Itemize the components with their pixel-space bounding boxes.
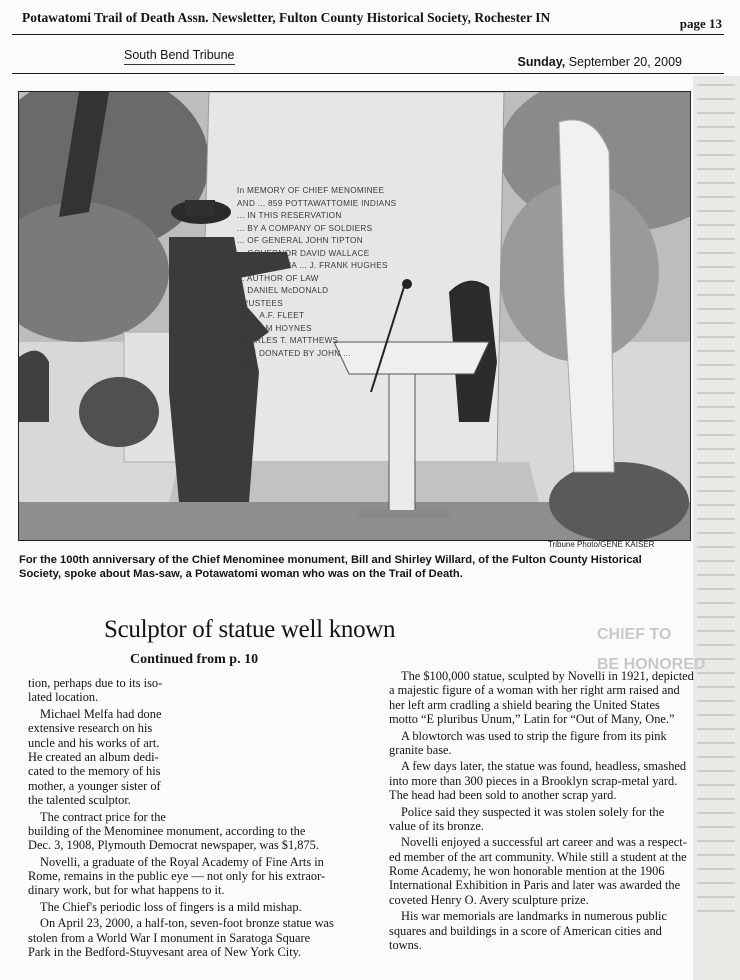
article-paragraph [28, 855, 360, 898]
bleed-line [697, 434, 735, 436]
article-paragraph [389, 759, 733, 802]
bleed-line [697, 308, 735, 310]
inscription-line: 1909 [237, 361, 257, 370]
article-paragraph [389, 835, 733, 907]
bleed-line [697, 182, 735, 184]
article-line: granite base. [389, 742, 452, 757]
article-line: into more than 300 pieces in a Brooklyn scrap-metal yard. [389, 773, 678, 788]
article-column-right [389, 669, 733, 952]
inscription-line: COL. A.F. FLEET [237, 311, 305, 320]
bleed-line [697, 294, 735, 296]
photo-caption: For the 100th anniversary of the Chief Menominee monument, Bill and Shirley Willard, of the Fulton County Historical Society, spoke about Mas-saw, a Potawatomi woman who was on the Trail of Death. [19, 554, 642, 580]
bleed-line [697, 168, 735, 170]
newsletter-title: Potawatomi Trail of Death Assn. Newsletter, Fulton County Historical Society, Rochester IN [22, 10, 551, 25]
inscription-line: ... DANIEL McDONALD [237, 286, 329, 295]
bleed-line [697, 420, 735, 422]
bleed-line [697, 280, 735, 282]
bleed-line [697, 602, 735, 604]
bleed-line [697, 140, 735, 142]
article-paragraph [28, 810, 360, 853]
inscription-line: ... OF INDIANA ... J. FRANK HUGHES [237, 261, 388, 270]
article-line: coveted Henry O. Avery sculpture prize. [389, 892, 589, 907]
bleed-line [697, 574, 735, 576]
bleed-line [697, 126, 735, 128]
article-paragraph [28, 916, 360, 959]
bleed-line [697, 266, 735, 268]
bleed-line [697, 448, 735, 450]
article-line: He created an album dedi- [28, 749, 159, 764]
photo-credit: Tribune Photo/GENE KAISER [548, 540, 655, 549]
bleed-line [697, 336, 735, 338]
bleed-line [697, 490, 735, 492]
inscription-line: ... BY A COMPANY OF SOLDIERS [237, 223, 373, 233]
article-headline: Sculptor of statue well known [104, 616, 396, 643]
bleed-line [697, 588, 735, 590]
bleed-line [697, 112, 735, 114]
bleed-line [697, 476, 735, 478]
bleed-line [697, 504, 735, 506]
article-line: uncle and his works of art. [28, 735, 160, 750]
bleed-line [697, 322, 735, 324]
bleed-line [697, 616, 735, 618]
newspaper-date [518, 55, 682, 69]
bleed-line [697, 532, 735, 534]
rule-top [12, 34, 724, 35]
bleed-line [697, 546, 735, 548]
article-line: On April 23, 2000, a half-ton, seven-foot bronze statue was [40, 916, 334, 931]
bleed-line [697, 462, 735, 464]
article-line: His war memorials are landmarks in numerous public [401, 909, 667, 924]
article-column-left [28, 676, 360, 959]
article-line: A few days later, the statue was found, headless, smashed [401, 759, 687, 774]
monument-photo [18, 91, 691, 541]
adjacent-headline-line: CHIEF TO [597, 626, 672, 643]
inscription-line: ... AUTHOR OF LAW [237, 273, 319, 283]
date-day: Sunday, [517, 55, 566, 69]
bleed-line [697, 238, 735, 240]
article-paragraph [28, 707, 360, 808]
inscription-line: ... IN THIS RESERVATION [237, 211, 342, 220]
article-line: dinary work, but for what happens to it. [28, 883, 225, 898]
rule-masthead [12, 73, 724, 74]
bleed-line [697, 560, 735, 562]
bleed-line [697, 224, 735, 226]
article-line: The $100,000 statue, sculpted by Novelli in 1921, depicted [401, 669, 694, 683]
article-line: stolen from a World War I monument in Saratoga Square [28, 930, 311, 945]
article-line: building of the Menominee monument, according to the [28, 823, 306, 838]
article-line: cated to the memory of his [28, 764, 161, 779]
article-paragraph [389, 729, 733, 758]
inscription-line: WILLIAM HOYNES [237, 323, 312, 333]
article-line: The head had been sold to another scrap yard. [389, 788, 617, 803]
article-line: her left arm cradling a shield bearing the United States [389, 697, 660, 712]
article-line: The Chief's periodic loss of fingers is a mild mishap. [40, 899, 302, 914]
inscription-line: In MEMORY OF CHIEF MENOMINEE [237, 186, 385, 195]
bleed-line [697, 210, 735, 212]
inscription-line: ... GOVERNOR DAVID WALLACE [237, 248, 370, 258]
inscription-line: AND ... 859 POTTAWATTOMIE INDIANS [237, 198, 397, 208]
inscription-line: ... OF GENERAL JOHN TIPTON [237, 236, 363, 245]
article-line: towns. [389, 938, 422, 953]
article-line: value of its bronze. [389, 818, 484, 833]
article-line: Michael Melfa had done [40, 706, 162, 721]
article-line: Dec. 3, 1908, Plymouth Democrat newspaper, was $1,875. [28, 838, 319, 853]
newspaper-name: South Bend Tribune [124, 48, 235, 65]
bleed-line [697, 84, 735, 86]
article-paragraph [28, 676, 360, 705]
article-line: lated location. [28, 690, 99, 705]
bleed-line [697, 196, 735, 198]
article-line: Park in the Bedford-Stuyvesant area of New York City. [28, 945, 302, 960]
article-line: Rome Academy, he won honorable mention at the 1906 [389, 864, 665, 879]
article-line: ed member of the art community. While still a student at the [389, 849, 687, 864]
bleed-line [697, 378, 735, 380]
monument-inscription [237, 185, 467, 373]
article-line: The contract price for the [40, 809, 166, 824]
date-rest: September 20, 2009 [568, 55, 682, 69]
bleed-line [697, 518, 735, 520]
bleed-line [697, 252, 735, 254]
article-line: A blowtorch was used to strip the figure from its pink [401, 728, 667, 743]
article-paragraph [389, 669, 733, 727]
page-number: page 13 [679, 16, 722, 31]
continued-from: Continued from p. 10 [130, 652, 259, 667]
inscription-line: CHARLES T. MATTHEWS [237, 336, 339, 345]
article-line: Police said they suspected it was stolen solely for the [401, 804, 665, 819]
inscription-line: TRUSTEES [237, 298, 284, 308]
bleed-line [697, 406, 735, 408]
article-line: Novelli, a graduate of the Royal Academy of Fine Arts in [40, 854, 324, 869]
bleed-line [697, 350, 735, 352]
article-line: Rome, remains in the public eye — not only for his extraor- [28, 869, 326, 884]
article-paragraph [389, 805, 733, 834]
article-paragraph [28, 900, 360, 914]
bleed-line [697, 154, 735, 156]
inscription-line: SITE DONATED BY JOHN ... [237, 348, 351, 358]
article-line: motto “E pluribus Unum,” Latin for “Out of Many, One.” [389, 712, 675, 727]
article-line: International Exhibition in Paris and later was awarded the [389, 878, 681, 893]
adjacent-headline-line: BE HONORED [597, 656, 706, 673]
article-line: the talented sculptor. [28, 793, 131, 808]
article-line: a majestic figure of a woman with her right arm raised and [389, 683, 680, 698]
article-line: extensive research on his [28, 721, 153, 736]
article-paragraph [389, 909, 733, 952]
article-line: squares and buildings in a score of American cities and [389, 923, 662, 938]
article-line: Novelli enjoyed a successful art career and was a respect- [401, 835, 687, 850]
bleed-line [697, 98, 735, 100]
bleed-line [697, 392, 735, 394]
bleed-line [697, 364, 735, 366]
article-line: tion, perhaps due to its iso- [28, 676, 163, 690]
article-line: mother, a younger sister of [28, 778, 161, 793]
newsletter-header [22, 6, 722, 31]
